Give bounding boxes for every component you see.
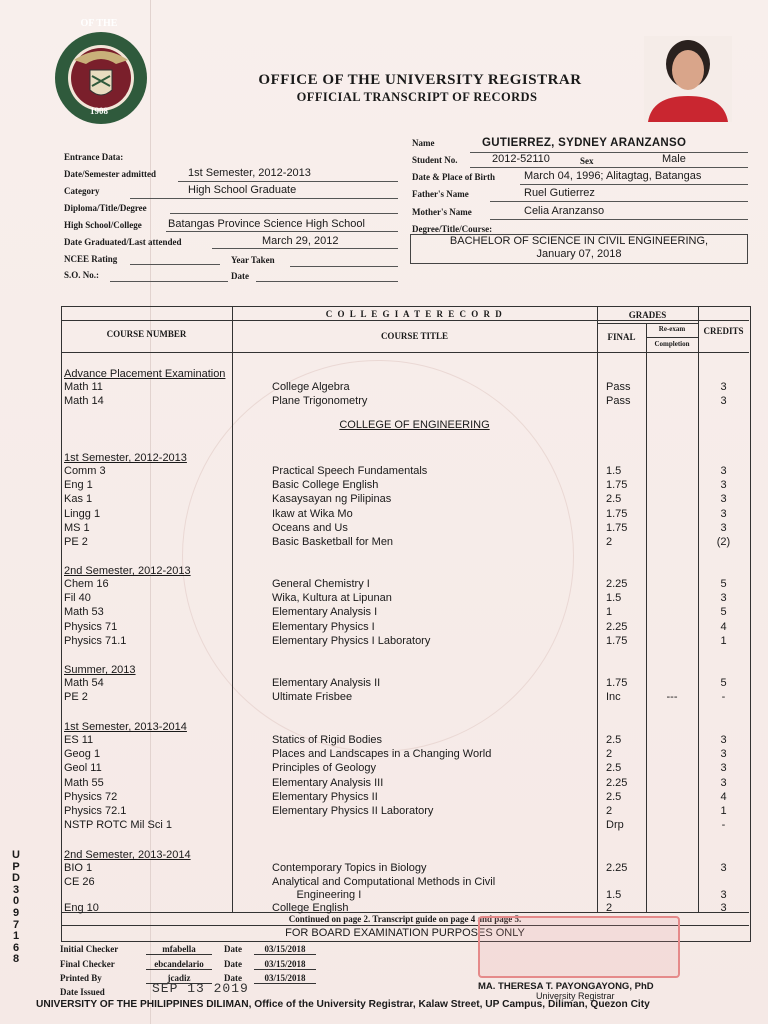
reexam-grade: --- <box>666 691 678 704</box>
course-title: Places and Landscapes in a Changing World <box>272 748 492 761</box>
reexam-header: Re-exam <box>658 325 686 333</box>
course-credits: (2) <box>716 536 731 548</box>
final-grade: 2 <box>606 805 613 817</box>
underline <box>166 231 398 232</box>
final-grade: 2.5 <box>606 762 622 775</box>
course-credits: 3 <box>720 776 727 789</box>
final-grade: 1.5 <box>606 889 622 902</box>
final-grade: 2.25 <box>606 862 628 874</box>
course-title: Elementary Analysis III <box>272 776 384 789</box>
underline <box>110 281 228 282</box>
course-number: Fil 40 <box>64 592 91 605</box>
final-grade: Inc <box>606 691 621 704</box>
final-grade: 2.25 <box>606 620 628 633</box>
underline <box>520 184 748 185</box>
semester-admitted-value: 1st Semester, 2012-2013 <box>188 167 311 179</box>
section-heading: 2nd Semester, 2013-2014 <box>64 849 191 861</box>
seal-text-top: OF THE <box>80 18 118 29</box>
course-number: Geog 1 <box>64 748 101 761</box>
course-credits: - <box>721 691 726 704</box>
course-number: Math 14 <box>64 395 104 408</box>
initial-checker-value: mfabella <box>146 944 212 955</box>
credits-header: CREDITS <box>703 326 744 336</box>
final-grade: Drp <box>606 819 624 832</box>
high-school-value: Batangas Province Science High School <box>168 218 365 230</box>
section-heading: 2nd Semester, 2012-2013 <box>64 565 191 577</box>
registrar-title: University Registrar <box>536 991 615 1001</box>
document-code: U P D 3 0 9 7 1 6 8 <box>12 849 20 966</box>
underline <box>170 213 398 214</box>
sex-value: Male <box>662 153 686 165</box>
student-photo <box>644 36 732 122</box>
course-credits: 3 <box>720 479 727 492</box>
mother-value: Celia Aranzanso <box>524 205 605 217</box>
initial-checker-label: Initial Checker <box>60 944 119 954</box>
entrance-data-label: Entrance Data: <box>64 152 124 162</box>
final-grade: 2.5 <box>606 493 622 506</box>
student-name: GUTIERREZ, SYDNEY ARANZANSO <box>482 137 687 149</box>
final-grade: 1.75 <box>606 634 628 647</box>
final-grade: 1.5 <box>606 465 622 477</box>
date-graduated-value: March 29, 2012 <box>262 235 339 247</box>
course-number: Physics 71 <box>64 620 118 633</box>
course-number: Eng 10 <box>64 902 99 915</box>
course-credits: - <box>721 819 726 832</box>
course-credits: 4 <box>720 620 727 633</box>
course-number: ES 11 <box>64 734 94 746</box>
date-issued-label: Date Issued <box>60 987 105 997</box>
final-grade: Pass <box>606 381 631 393</box>
course-number: Physics 72.1 <box>64 805 127 817</box>
course-credits: 3 <box>720 902 727 915</box>
final-grade: 2.5 <box>606 790 622 803</box>
course-title: Elementary Physics I Laboratory <box>272 634 431 647</box>
course-title-header: COURSE TITLE <box>380 331 449 341</box>
course-credits: 3 <box>720 862 727 874</box>
date-value-3: 03/15/2018 <box>254 973 316 984</box>
final-grade: 2.25 <box>606 776 628 789</box>
underline <box>130 264 220 265</box>
course-credits: 3 <box>720 592 727 605</box>
course-title: College Algebra <box>272 381 350 393</box>
rule <box>597 323 698 324</box>
date-label-2: Date <box>224 959 242 969</box>
course-credits: 3 <box>720 493 727 506</box>
university-address: UNIVERSITY OF THE PHILIPPINES DILIMAN, Office of the University Registrar, Kalaw Street, UP Campus, Diliman, Quezon City <box>36 999 650 1010</box>
course-title: Basic Basketball for Men <box>272 536 394 548</box>
course-number: Physics 71.1 <box>64 634 127 647</box>
course-number: Eng 1 <box>64 479 93 492</box>
degree-line-2: January 07, 2018 <box>536 248 622 260</box>
underline <box>178 181 398 182</box>
underline <box>290 266 398 267</box>
record-title: C O L L E G I A T E R E C O R D <box>325 309 504 319</box>
course-credits: 3 <box>720 889 727 902</box>
date-label-1: Date <box>224 944 242 954</box>
so-number-label: S.O. No.: <box>64 270 100 280</box>
course-title: Elementary Analysis I <box>272 606 378 619</box>
course-number: CE 26 <box>64 876 95 889</box>
final-header: FINAL <box>607 332 636 342</box>
printed-by-label: Printed By <box>60 973 102 983</box>
so-date-label: Date <box>231 271 249 281</box>
course-title: Kasaysayan ng Pilipinas <box>272 493 392 506</box>
section-heading: Advance Placement Examination <box>64 368 226 380</box>
section-heading: 1st Semester, 2012-2013 <box>64 452 187 464</box>
name-label: Name <box>412 138 435 148</box>
mother-label: Mother's Name <box>412 207 472 217</box>
course-credits: 3 <box>720 381 727 393</box>
final-grade: 2 <box>606 536 613 548</box>
course-title: Oceans and Us <box>272 521 348 534</box>
course-credits: 3 <box>720 521 727 534</box>
underline <box>490 219 748 220</box>
ncee-rating-label: NCEE Rating <box>64 254 118 264</box>
final-grade: 1.5 <box>606 592 622 605</box>
final-grade: 2.5 <box>606 734 622 746</box>
course-number: PE 2 <box>64 536 88 548</box>
final-grade: 2.25 <box>606 578 628 590</box>
date-issued-value: SEP 13 2019 <box>152 981 249 996</box>
printed-by-value: jcadiz <box>146 973 212 984</box>
underline <box>470 167 748 168</box>
course-credits: 3 <box>720 748 727 761</box>
diploma-label: Diploma/Title/Degree <box>64 203 147 213</box>
red-stamp <box>478 916 680 978</box>
underline <box>256 281 398 282</box>
date-value-1: 03/15/2018 <box>254 944 316 955</box>
course-number: Kas 1 <box>64 493 93 506</box>
final-grade: 1 <box>606 606 613 619</box>
course-credits: 4 <box>720 790 727 803</box>
final-grade: 1.75 <box>606 521 628 534</box>
college-of-engineering-heading: COLLEGE OF ENGINEERING <box>339 419 490 431</box>
course-credits: 1 <box>720 805 727 817</box>
category-value: High School Graduate <box>188 184 297 196</box>
course-number: MS 1 <box>64 521 90 534</box>
semester-admitted-label: Date/Semester admitted <box>64 169 157 179</box>
grades-header: GRADES <box>628 310 667 320</box>
board-exam-note: FOR BOARD EXAMINATION PURPOSES ONLY <box>285 927 525 939</box>
completion-header: Completion <box>654 340 690 348</box>
course-number: Math 53 <box>64 606 104 619</box>
continued-note: Continued on page 2. Transcript guide on page 4 and page 5. <box>288 914 522 924</box>
course-number: Comm 3 <box>64 465 106 477</box>
underline <box>490 201 748 202</box>
course-credits: 3 <box>720 507 727 520</box>
course-credits: 3 <box>720 395 727 408</box>
final-checker-value: ebcandelario <box>146 959 212 970</box>
final-checker-label: Final Checker <box>60 959 115 969</box>
course-number: Math 55 <box>64 776 104 789</box>
course-number: Lingg 1 <box>64 507 101 520</box>
course-title: Plane Trigonometry <box>272 395 368 408</box>
final-grade: 2 <box>606 748 613 761</box>
course-title: Wika, Kultura at Lipunan <box>272 592 392 605</box>
course-title: Practical Speech Fundamentals <box>272 465 428 477</box>
rule <box>61 320 749 321</box>
course-credits: 5 <box>720 606 727 619</box>
final-grade: 1.75 <box>606 677 628 689</box>
course-title: Elementary Physics II Laboratory <box>272 805 434 817</box>
father-label: Father's Name <box>412 189 469 199</box>
final-grade: Pass <box>606 395 631 408</box>
transcript-subtitle: OFFICIAL TRANSCRIPT OF RECORDS <box>296 90 538 104</box>
rule <box>61 912 749 913</box>
course-number: Physics 72 <box>64 790 118 803</box>
course-title: College English <box>272 902 349 915</box>
course-title: Contemporary Topics in Biology <box>272 862 427 874</box>
course-title: General Chemistry I <box>272 578 370 590</box>
course-credits: 3 <box>720 465 727 477</box>
course-credits: 5 <box>720 578 727 590</box>
student-no-label: Student No. <box>412 155 458 165</box>
course-title: Elementary Analysis II <box>272 677 381 689</box>
underline <box>130 198 398 199</box>
course-title: Ikaw at Wika Mo <box>272 507 353 520</box>
final-grade: 2 <box>606 902 613 915</box>
course-number: Chem 16 <box>64 578 109 590</box>
date-graduated-label: Date Graduated/Last attended <box>64 237 182 247</box>
final-grade: 1.75 <box>606 507 628 520</box>
course-title: Ultimate Frisbee <box>272 691 353 704</box>
date-label-3: Date <box>224 973 242 983</box>
course-credits: 1 <box>720 634 727 647</box>
year-taken-label: Year Taken <box>231 255 275 265</box>
registrar-title: OFFICE OF THE UNIVERSITY REGISTRAR <box>258 72 582 88</box>
course-title: Basic College English <box>272 479 379 492</box>
course-title: Statics of Rigid Bodies <box>272 734 383 746</box>
course-credits: 5 <box>720 677 727 689</box>
date-value-2: 03/15/2018 <box>254 959 316 970</box>
course-credits: 3 <box>720 734 727 746</box>
rule <box>232 306 233 912</box>
underline <box>212 248 398 249</box>
course-number: BIO 1 <box>64 862 93 874</box>
course-title: Elementary Physics II <box>272 790 378 803</box>
father-value: Ruel Gutierrez <box>524 187 595 199</box>
degree-box <box>410 234 748 264</box>
rule <box>646 323 647 912</box>
sex-label: Sex <box>580 156 594 166</box>
registrar-name: MA. THERESA T. PAYONGAYONG, PhD <box>478 981 654 992</box>
final-grade: 1.75 <box>606 479 628 492</box>
high-school-label: High School/College <box>64 220 142 230</box>
category-label: Category <box>64 186 100 196</box>
course-title: Principles of Geology <box>272 762 376 775</box>
section-heading: 1st Semester, 2013-2014 <box>64 721 187 733</box>
course-number: NSTP ROTC Mil Sci 1 <box>64 819 172 832</box>
course-credits: 3 <box>720 762 727 775</box>
course-number: Geol 11 <box>64 762 102 775</box>
course-title: Elementary Physics I <box>272 620 375 633</box>
birth-value: March 04, 1996; Alitagtag, Batangas <box>524 170 702 182</box>
course-number: Math 54 <box>64 677 104 689</box>
course-number-header: COURSE NUMBER <box>106 329 187 339</box>
collegiate-record-table <box>61 306 751 942</box>
student-no-value: 2012-52110 <box>492 153 550 165</box>
course-number: Math 11 <box>64 381 103 393</box>
rule <box>597 306 598 912</box>
rule <box>646 337 698 338</box>
seal-year: 1908 <box>90 106 108 116</box>
degree-line-1: BACHELOR OF SCIENCE IN CIVIL ENGINEERING, <box>449 235 709 247</box>
course-number: PE 2 <box>64 691 88 704</box>
degree-label: Degree/Title/Course: <box>412 224 493 234</box>
section-heading: Summer, 2013 <box>64 664 136 676</box>
course-title: Analytical and Computational Methods in Civil <box>272 876 496 889</box>
birth-label: Date & Place of Birth <box>412 172 495 182</box>
course-title: Engineering I <box>272 889 362 902</box>
